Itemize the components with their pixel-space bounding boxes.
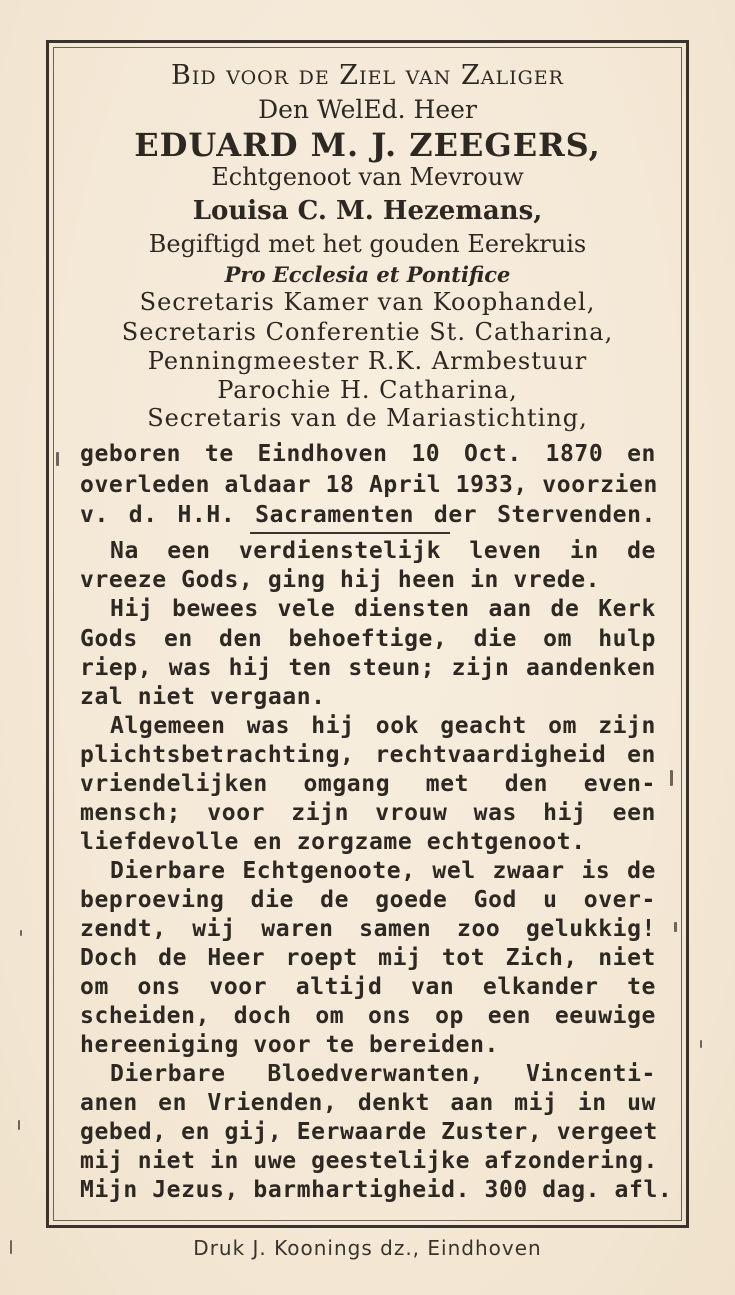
- text-line: Dierbare Bloedverwanten, Vincenti-: [110, 1061, 656, 1087]
- text-line: Na een verdienstelijk leven in de: [110, 538, 656, 564]
- text-line: hereeniging voor te bereiden.: [80, 1032, 499, 1058]
- deceased-name: EDUARD M. J. ZEEGERS,: [134, 126, 601, 164]
- honor-line: Begiftigd met het gouden Eerekruis: [148, 230, 587, 258]
- function-line: Secretaris Conferentie St. Catharina,: [121, 318, 614, 346]
- text-line: Doch de Heer roept mij tot Zich, niet: [80, 945, 656, 971]
- print-speck: [700, 1040, 702, 1048]
- text-line: Mijn Jezus, barmhartigheid. 300 dag. afl.: [80, 1177, 673, 1203]
- text-line: mensch; voor zijn vrouw was hij een: [80, 800, 656, 826]
- honor-name: Pro Ecclesia et Pontifice: [224, 262, 511, 287]
- text-line: om ons voor altijd van elkander te: [80, 974, 656, 1000]
- text-line: zendt, wij waren samen zoo gelukkig!: [80, 916, 656, 942]
- text-line: vriendelijken omgang met den even-: [80, 771, 656, 797]
- printer-imprint: Druk J. Koonings dz., Eindhoven: [193, 1236, 542, 1260]
- text-line: Algemeen was hij ook geacht om zijn: [110, 713, 656, 739]
- print-speck: [56, 452, 59, 466]
- spouse-intro: Echtgenoot van Mevrouw: [211, 163, 524, 191]
- header-prayer-line: Bid voor de Ziel van Zaliger: [171, 60, 564, 91]
- function-line: Secretaris van de Mariastichting,: [147, 404, 588, 432]
- spouse-name: Louisa C. M. Hezemans,: [192, 196, 543, 226]
- print-speck: [20, 930, 22, 936]
- function-line: Secretaris Kamer van Koophandel,: [139, 288, 596, 316]
- text-line: riep, was hij ten steun; zijn aandenken: [80, 655, 656, 681]
- function-line: Parochie H. Catharina,: [217, 376, 518, 404]
- text-line: zal niet vergaan.: [80, 684, 326, 710]
- text-line: Gods en den behoeftige, die om hulp: [80, 626, 656, 652]
- text-line: plichtsbetrachting, rechtvaardigheid en: [80, 742, 656, 768]
- text-line: scheiden, doch om ons op een eeuwige: [80, 1003, 656, 1029]
- text-line: Dierbare Echtgenoote, wel zwaar is de: [110, 858, 656, 884]
- birth-line: geboren te Eindhoven 10 Oct. 1870 en: [80, 441, 656, 467]
- sacraments-line: v. d. H.H. Sacramenten der Stervenden.: [80, 502, 656, 528]
- text-line: vreeze Gods, ging hij heen in vrede.: [80, 567, 601, 593]
- text-line: liefdevolle en zorgzame echtgenoot.: [80, 829, 586, 855]
- function-line: Penningmeester R.K. Armbestuur: [147, 347, 588, 375]
- print-speck: [10, 1240, 12, 1254]
- print-speck: [18, 1120, 20, 1130]
- print-speck: [674, 922, 677, 932]
- text-line: mij niet in uwe geestelijke afzondering.: [80, 1148, 658, 1174]
- text-line: anen en Vrienden, denkt aan mij in uw: [80, 1090, 656, 1116]
- death-line: overleden aldaar 18 April 1933, voorzien: [80, 472, 658, 498]
- text-line: gebed, en gij, Eerwaarde Zuster, vergeet: [80, 1119, 658, 1145]
- print-speck: [670, 770, 673, 786]
- text-line: beproeving die de goede God u over-: [80, 887, 656, 913]
- header-title: Den WelEd. Heer: [258, 95, 477, 124]
- divider-rule: [250, 532, 450, 534]
- text-line: Hij bewees vele diensten aan de Kerk: [110, 596, 656, 622]
